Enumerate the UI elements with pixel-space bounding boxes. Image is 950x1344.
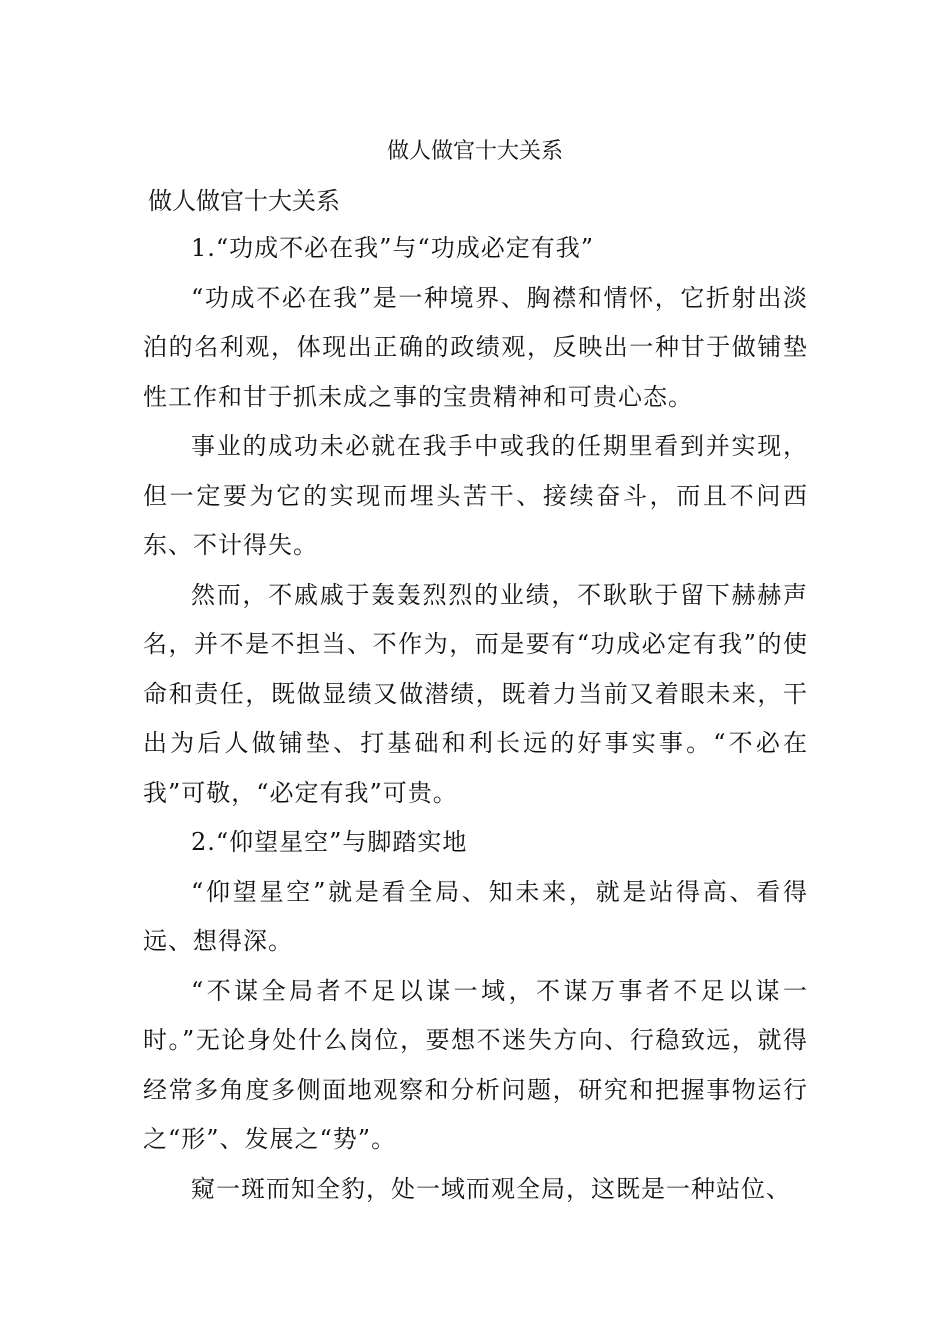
paragraph: “功成不必在我”是一种境界、胸襟和情怀，它折射出淡泊的名利观，体现出正确的政绩观，反映出一种甘于做铺垫性工作和甘于抓未成之事的宝贵精神和可贵心态。 [143, 283, 808, 411]
paragraph: 事业的成功未必就在我手中或我的任期里看到并实现，但一定要为它的实现而埋头苦干、接续奋斗，而且不问西东、不计得失。 [143, 432, 808, 559]
paragraph: “仰望星空”就是看全局、知未来，就是站得高、看得远、想得深。 [143, 877, 808, 955]
paragraph: 然而，不戚戚于轰轰烈烈的业绩，不耿耿于留下赫赫声名，并不是不担当、不作为，而是要有“功成必定有我”的使命和责任，既做显绩又做潜绩，既着力当前又着眼未来，干出为后人做铺垫、打基础和利长远的好事实事。“不必在我”可敬，“必定有我”可贵。 [143, 580, 808, 807]
page-title: 做人做官十大关系 [386, 139, 563, 164]
section-heading-2: 2.“仰望星空”与脚踏实地 [191, 828, 468, 856]
paragraph: “不谋全局者不足以谋一域，不谋万事者不足以谋一时。”无论身处什么岗位，要想不迷失方向、行稳致远，就得经常多角度多侧面地观察和分析问题，研究和把握事物运行之“形”、发展之“势”。 [143, 976, 808, 1153]
paragraph: 窥一斑而知全豹，处一域而观全局，这既是一种站位、 [191, 1174, 791, 1203]
document-subtitle: 做人做官十大关系 [148, 187, 340, 215]
document-body [143, 224, 808, 1214]
section-heading-1: 1.“功成不必在我”与“功成必定有我” [191, 234, 594, 262]
